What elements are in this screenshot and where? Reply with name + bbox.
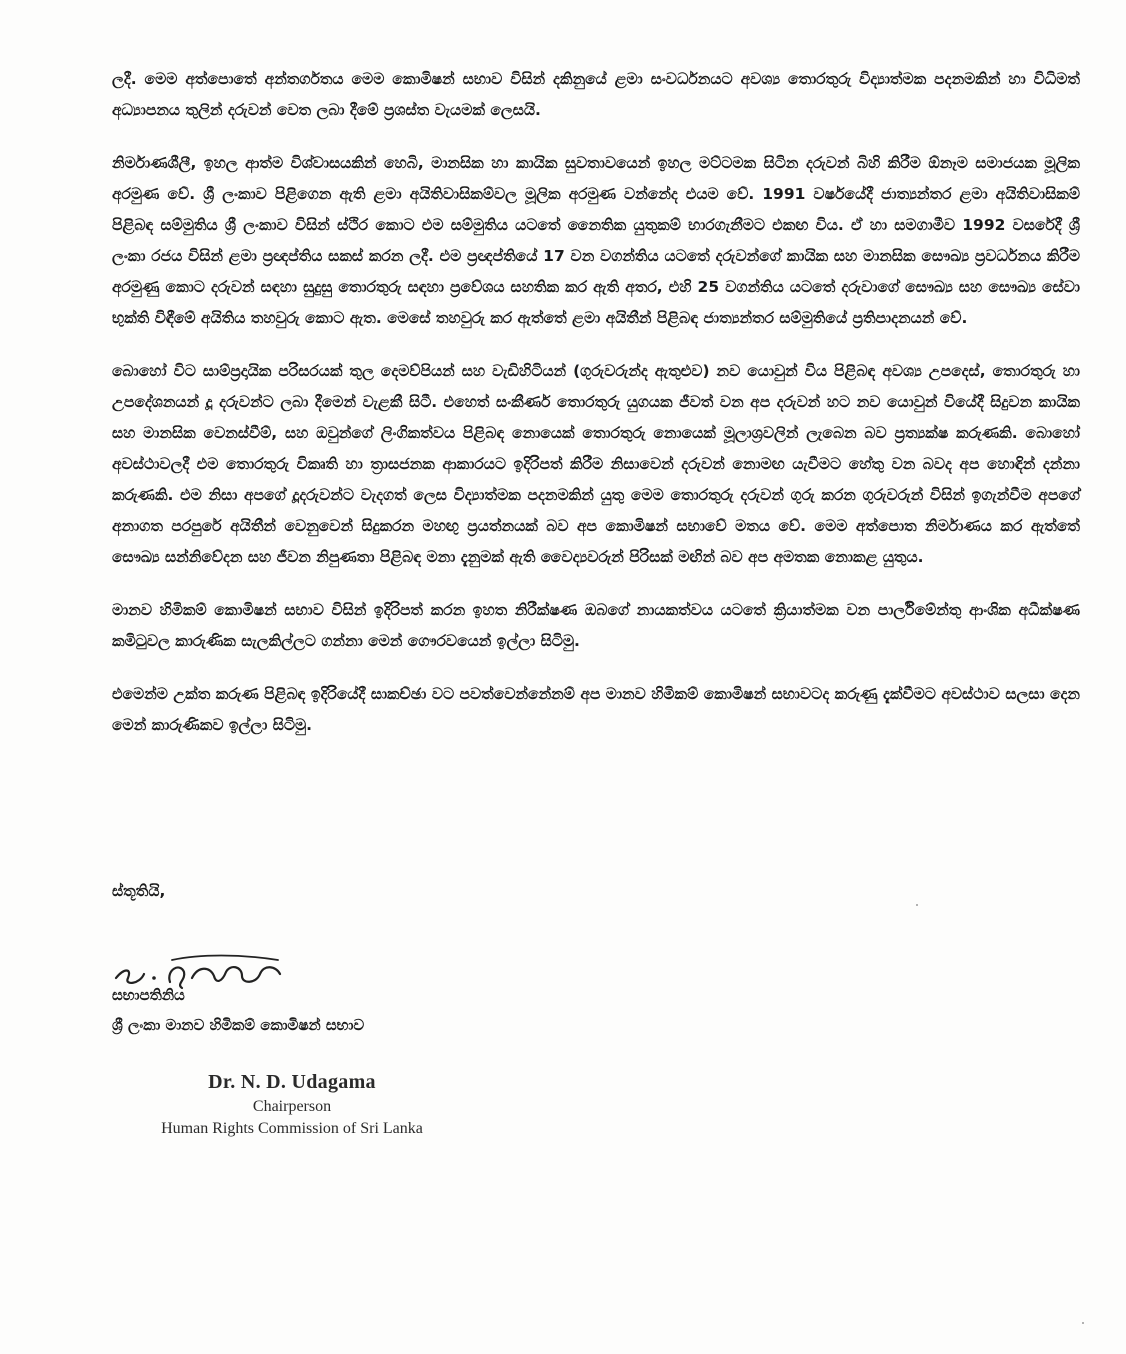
signatory-role: Chairperson <box>252 1098 332 1115</box>
signatory-organization: ශ්‍රී ලංකා මානව හිමිකම් කොමිෂන් සභාව <box>112 1016 365 1034</box>
paragraph-4: මානව හිමිකම් කොමිෂන් සභාව විසින් ඉදිරිපත් කරන ඉහත නිරීක්ෂණ ඔබගේ නායකත්වය යටතේ ක්‍රියාත්මක වන පාර්ලිමේන්තු ආංශික අධීක්ෂණ කමිටුවල කාරුණික සැලකිල්ලට ගන්නා මෙන් ගෞරවයෙන් ඉල්ලා සිටිමු. <box>112 601 1080 650</box>
letter-body <box>112 64 1080 763</box>
signatory-name: Dr. N. D. Udagama <box>208 1071 376 1093</box>
paragraph-1: ලදී. මෙම අත්පොතේ අන්තර්ගතය මෙම කොමිෂන් සභාව විසින් දකිනුයේ ළමා සංවර්ධනයට අවශ්‍ය තොරතුරු විද්‍යාත්මක පදනමකින් හා විධිමත් අධ්‍යාපනය තුලින් දරුවන් වෙත ලබා දීමේ ප්‍රශස්ත වැයමක් ලෙසයි. <box>112 70 1080 119</box>
paragraph-5: එමෙන්ම උක්ත කරුණ පිළිබඳ ඉදිරියේදී සාකච්ඡා වට පවත්වෙන්නේනම් අප මානව හිමිකම් කොමිෂන් සභාවටද කරුණු දැක්වීමට අවස්ථාව සලසා දෙන මෙන් කාරුණිකව ඉල්ලා සිටිමු. <box>112 685 1080 734</box>
closing-salutation: ස්තූතියි, <box>112 882 166 900</box>
signatory-title: සභාපතිනිය <box>112 986 185 1004</box>
english-stamp <box>142 1068 442 1140</box>
paragraph-2: නිර්මාණශීලී, ඉහල ආත්ම විශ්වාසයකින් හෙබි, මානසික හා කායික සුවතාවයෙන් ඉහල මට්ටමක සිටින දරුවන් බිහි කිරීම ඕනෑම සමාජයක මූලික අරමුණ වේ. ශ්‍රී ලංකාව පිළිගෙන ඇති ළමා අයිතිවාසිකම්වල මූලික අරමුණ වන්නේද එයම වේ. 1991 වර්ෂයේදී ජාත්‍යන්තර ළමා අයිතිවාසිකම් පිළිබඳ සම්මුතිය ශ්‍රී ලංකාව විසින් ස්ථිර කොට එම සම්මුතිය යටතේ නෛතික යුතුකම් භාරගැනීමට එකඟ විය. ඒ හා සමගාමීව 1992 වසරේදී ශ්‍රී ලංකා රජය විසින් ළමා ප්‍රඥප්තිය සකස් කරන ලදී. එම ප්‍රඥප්තියේ 17 වන වගන්තිය යටතේ දරුවන්ගේ කායික සහ මානසික සෞඛ්‍ය ප්‍රවර්ධනය කිරීම අරමුණු කොට දරුවන් සඳහා සුදුසු තොරතුරු සඳහා ප්‍රවේශය සහතික කර ඇති අතර, එහි 25 වගන්තිය යටතේ දරුවාගේ සෞඛ්‍ය සහ සෞඛ්‍ය සේවා භුක්ති විඳීමේ අයිතිය තහවුරු කොට ඇත. මෙසේ තහවුරු කර ඇත්තේ ළමා අයිතීන් පිළිබඳ ජාත්‍යන්තර සම්මුතියේ ප්‍රතිපාදනයන් වේ. <box>112 154 1080 327</box>
paragraph-3: බොහෝ විට සාම්ප්‍රදායික පරිසරයක් තුල දෙමව්පියන් සහ වැඩිහිටියන් (ගුරුවරුන්ද ඇතුළුව) නව යොවුන් විය පිළිබඳ අවශ්‍ය උපදෙස්, තොරතුරු හා උපදේශනයන් දූ දරුවන්ට ලබා දීමෙන් වැළකී සිටී. එහෙත් සංකීර්ණ තොරතුරු යුගයක ජීවත් වන අප දරුවන් හට නව යොවුන් වියේදී සිදුවන කායික සහ මානසික වෙනස්වීම්, සහ ඔවුන්ගේ ලිංගිකත්වය පිළිබඳ නොයෙක් තොරතුරු නොයෙක් මූලාශ්‍රවලින් ලැබෙන බව ප්‍රත්‍යක්ෂ කරුණකි. බොහෝ අවස්ථාවලදී එම තොරතුරු විකෘති හා ත්‍රාසජනක ආකාරයට ඉදිරිපත් කිරීම නිසාවෙන් දරුවන් නොමඟ යැවීමට හේතු වන බවද අප හොඳින් දන්නා කරුණකි. එම නිසා අපගේ දූදරුවන්ට වැදගත් ලෙස විද්‍යාත්මක පදනමකින් යුතු මෙම තොරතුරු දරුවන් ගුරු කරන ගුරුවරුන් විසින් ඉගැන්වීම අපගේ අනාගත පරපුරේ අයිතීන් වෙනුවෙන් සිදුකරන මහඟු ප්‍රයත්නයක් බව අප කොමිෂන් සභාවේ මතය වේ. මෙම අත්පොත නිර්මාණය කර ඇත්තේ සෞඛ්‍ය සන්නිවේදන සහ ජීවන නිපුණතා පිළිබඳ මනා දැනුමක් ඇති වෛද්‍යවරුන් පිරිසක් මඟින් බව අප අමතක නොකළ යුතුය. <box>112 362 1080 566</box>
signatory-org-english: Human Rights Commission of Sri Lanka <box>161 1120 423 1137</box>
scan-speck <box>916 904 918 906</box>
scan-speck <box>1082 1322 1084 1324</box>
